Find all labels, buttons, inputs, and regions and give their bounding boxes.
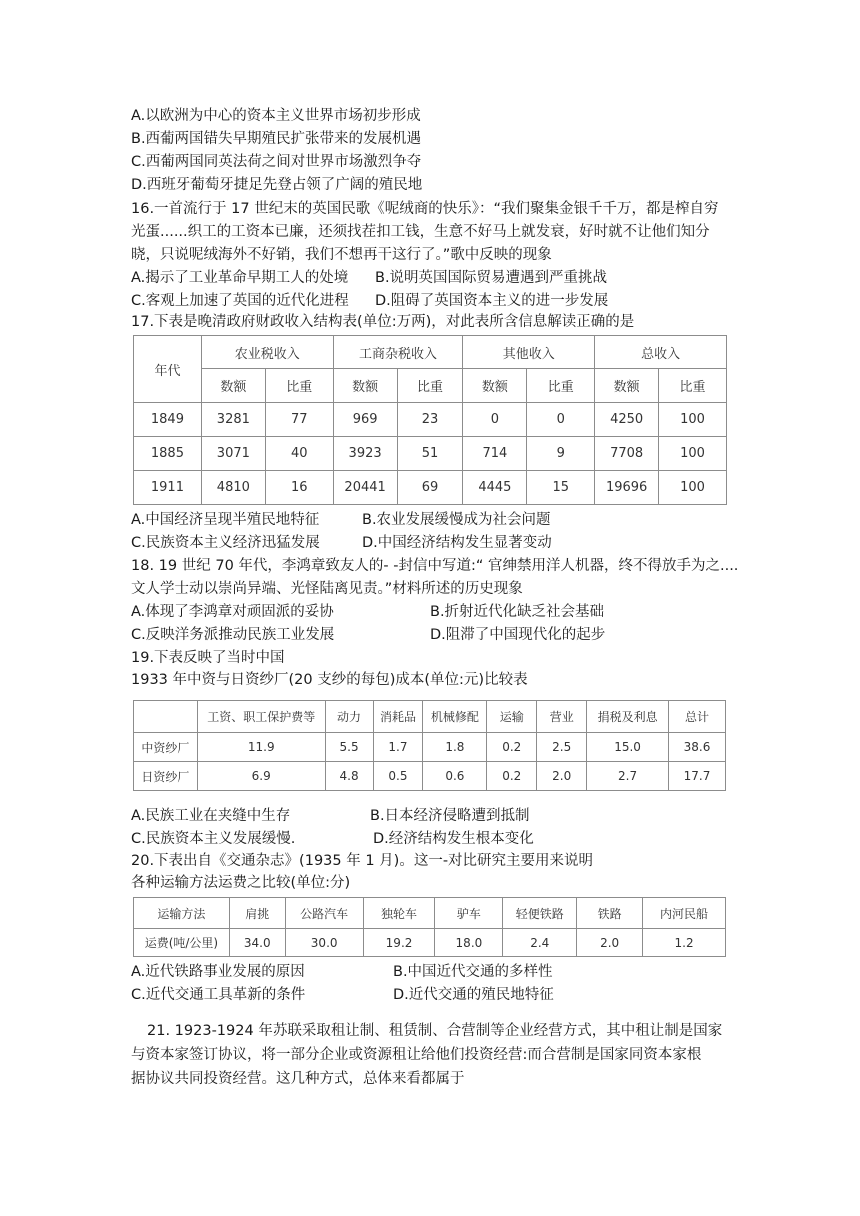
table-cell: 1.7 [373, 733, 423, 762]
table-cell: 17.7 [669, 762, 726, 791]
table-cell: 15.0 [587, 733, 669, 762]
table-cell: 4.8 [325, 762, 373, 791]
table-header: 总计 [669, 701, 726, 733]
table-cell: 1.2 [643, 929, 726, 957]
subheader: 比重 [265, 369, 333, 403]
subheader: 比重 [659, 369, 727, 403]
q17-stem: 17.下表是晚清政府财政收入结构表(单位:万两)，对此表所含信息解读正确的是 [131, 314, 635, 330]
table-cell: 18.0 [435, 929, 503, 957]
subheader: 数额 [333, 369, 397, 403]
table-cell: 9 [527, 437, 595, 471]
table-cell: 0.2 [487, 762, 537, 791]
q19-option-d: D.经济结构发生根本变化 [373, 831, 534, 847]
table-cell: 2.0 [577, 929, 643, 957]
q18-option-b: B.折射近代化缺乏社会基础 [430, 604, 605, 620]
table-header: 驴车 [435, 898, 503, 929]
table-header: 动力 [325, 701, 373, 733]
q15-option-c: C.西葡两国同英法荷之间对世界市场激烈争夺 [131, 154, 422, 170]
table-cell: 0.2 [487, 733, 537, 762]
table-header: 独轮车 [363, 898, 435, 929]
table-cell: 16 [265, 471, 333, 505]
subheader: 数额 [463, 369, 527, 403]
table-cell: 51 [397, 437, 463, 471]
table-cell: 2.0 [537, 762, 587, 791]
q20-option-d: D.近代交通的殖民地特征 [393, 987, 554, 1003]
table-header: 营业 [537, 701, 587, 733]
table-cell: 1885 [134, 437, 202, 471]
q19-option-c: C.民族资本主义发展缓慢. [131, 831, 296, 847]
table-cell: 19696 [595, 471, 659, 505]
q18-option-c: C.反映洋务派推动民族工业发展 [131, 627, 335, 643]
table-header: 运输 [487, 701, 537, 733]
table-cell: 714 [463, 437, 527, 471]
table-cell: 4810 [201, 471, 265, 505]
table-cell: 40 [265, 437, 333, 471]
table-header: 捐税及利息 [587, 701, 669, 733]
table-header: 消耗品 [373, 701, 423, 733]
table-row [134, 762, 726, 791]
q15-option-d: D.西班牙葡萄牙捷足先登占领了广阔的殖民地 [131, 177, 423, 193]
table-header: 公路汽车 [285, 898, 363, 929]
q19-stem-line1: 19.下表反映了当时中国 [131, 650, 285, 666]
q21-stem-line3: 据协议共同投资经营。这几种方式，总体来看都属于 [131, 1071, 465, 1087]
table-row [134, 929, 726, 957]
table-cell: 日资纱厂 [134, 762, 198, 791]
q17-option-c: C.民族资本主义经济迅猛发展 [131, 535, 320, 551]
q18-stem-line1: 18. 19 世纪 70 年代，李鸿章致友人的- -封信中写道:“ 官绅禁用洋人机器，终不得放手为之.... [131, 558, 739, 574]
q19-table-title: 1933 年中资与日资纱厂(20 支纱的每包)成本(单位:元)比较表 [131, 672, 528, 688]
q20-option-a: A.近代铁路事业发展的原因 [131, 964, 305, 980]
table-row [134, 733, 726, 762]
table-cell: 1.8 [423, 733, 487, 762]
table-cell: 3923 [333, 437, 397, 471]
table-header: 内河民船 [643, 898, 726, 929]
table-cell: 2.7 [587, 762, 669, 791]
group-header: 农业税收入 [201, 336, 333, 369]
table-cell: 7708 [595, 437, 659, 471]
table-header: 机械修配 [423, 701, 487, 733]
table-cell: 0 [527, 403, 595, 437]
table-cell: 运费(吨/公里) [134, 929, 230, 957]
table-cell: 23 [397, 403, 463, 437]
table-cell: 2.4 [503, 929, 577, 957]
q17-option-b: B.农业发展缓慢成为社会问题 [362, 512, 551, 528]
table-row [134, 403, 727, 437]
table-cell: 1849 [134, 403, 202, 437]
table-header: 肩挑 [229, 898, 285, 929]
q20-option-b: B.中国近代交通的多样性 [393, 964, 553, 980]
q16-option-b: B.说明英国国际贸易遭遇到严重挑战 [375, 270, 608, 286]
subheader: 数额 [595, 369, 659, 403]
q20-stem: 20.下表出自《交通杂志》(1935 年 1 月)。这一-对比研究主要用来说明 [131, 853, 594, 869]
q18-stem-line2: 文人学士动以崇尚异端、光怪陆离见责。”材料所述的历史现象 [131, 581, 523, 597]
table-cell: 0.6 [423, 762, 487, 791]
table-header: 运输方法 [134, 898, 230, 929]
table-cell: 4445 [463, 471, 527, 505]
table-header [134, 701, 198, 733]
q19-cost-table [133, 700, 726, 791]
table-cell: 30.0 [285, 929, 363, 957]
group-header: 工商杂税收入 [333, 336, 463, 369]
q16-option-a: A.揭示了工业革命早期工人的处境 [131, 270, 349, 286]
subheader: 比重 [527, 369, 595, 403]
q16-stem-line3: 晓，只说呢绒海外不好销，我们不想再干这行了。”歌中反映的现象 [131, 247, 552, 263]
subheader: 比重 [397, 369, 463, 403]
q17-option-d: D.中国经济结构发生显著变动 [362, 535, 552, 551]
table-cell: 1911 [134, 471, 202, 505]
table-cell: 4250 [595, 403, 659, 437]
table-cell: 20441 [333, 471, 397, 505]
table-cell: 100 [659, 437, 727, 471]
q20-option-c: C.近代交通工具革新的条件 [131, 987, 306, 1003]
table-cell: 6.9 [197, 762, 325, 791]
q17-option-a: A.中国经济呈现半殖民地特征 [131, 512, 320, 528]
q16-option-d: D.阻碍了英国资本主义的进一步发展 [375, 293, 609, 309]
q21-stem-line2: 与资本家签订协议，将一部分企业或资源租让给他们投资经营:而合营制是国家同资本家根 [131, 1047, 702, 1063]
table-cell: 5.5 [325, 733, 373, 762]
q21-stem-line1: 21. 1923-1924 年苏联采取租让制、租赁制、合营制等企业经营方式，其中租让制是国家 [147, 1023, 723, 1039]
table-cell: 0.5 [373, 762, 423, 791]
q16-stem-line2: 光蛋......织工的工资本已廉，还须找茬扣工钱，生意不好马上就发衰，好时就不让他们知分 [131, 224, 710, 240]
q15-option-b: B.西葡两国错失早期殖民扩张带来的发展机遇 [131, 131, 422, 147]
table-header: 工资、职工保护费等 [197, 701, 325, 733]
table-cell: 100 [659, 471, 727, 505]
q16-stem-line1: 16.一首流行于 17 世纪末的英国民歌《呢绒商的快乐》：“我们聚集金银千千万，都是榨自穷 [131, 201, 719, 217]
table-cell: 77 [265, 403, 333, 437]
table-cell: 38.6 [669, 733, 726, 762]
table-row [134, 437, 727, 471]
q15-option-a: A.以欧洲为中心的资本主义世界市场初步形成 [131, 108, 421, 124]
table-cell: 19.2 [363, 929, 435, 957]
table-cell: 2.5 [537, 733, 587, 762]
table-cell: 3281 [201, 403, 265, 437]
q18-option-d: D.阻滞了中国现代化的起步 [430, 627, 606, 643]
table-cell: 69 [397, 471, 463, 505]
table-header: 轻便铁路 [503, 898, 577, 929]
table-cell: 0 [463, 403, 527, 437]
table-cell: 15 [527, 471, 595, 505]
q19-option-b: B.日本经济侵略遭到抵制 [370, 808, 530, 824]
table-cell: 11.9 [197, 733, 325, 762]
q16-option-c: C.客观上加速了英国的近代化进程 [131, 293, 349, 309]
group-header: 总收入 [595, 336, 727, 369]
table-row [134, 471, 727, 505]
subheader: 数额 [201, 369, 265, 403]
table-cell: 中资纱厂 [134, 733, 198, 762]
q20-freight-table [133, 897, 726, 957]
q20-table-title: 各种运输方法运费之比较(单位:分) [131, 875, 351, 891]
q19-option-a: A.民族工业在夹缝中生存 [131, 808, 291, 824]
year-header: 年代 [134, 336, 202, 403]
table-cell: 34.0 [229, 929, 285, 957]
table-cell: 969 [333, 403, 397, 437]
table-header: 铁路 [577, 898, 643, 929]
q18-option-a: A.体现了李鸿章对顽固派的妥协 [131, 604, 334, 620]
table-cell: 100 [659, 403, 727, 437]
table-cell: 3071 [201, 437, 265, 471]
q17-revenue-table [133, 335, 727, 505]
group-header: 其他收入 [463, 336, 595, 369]
